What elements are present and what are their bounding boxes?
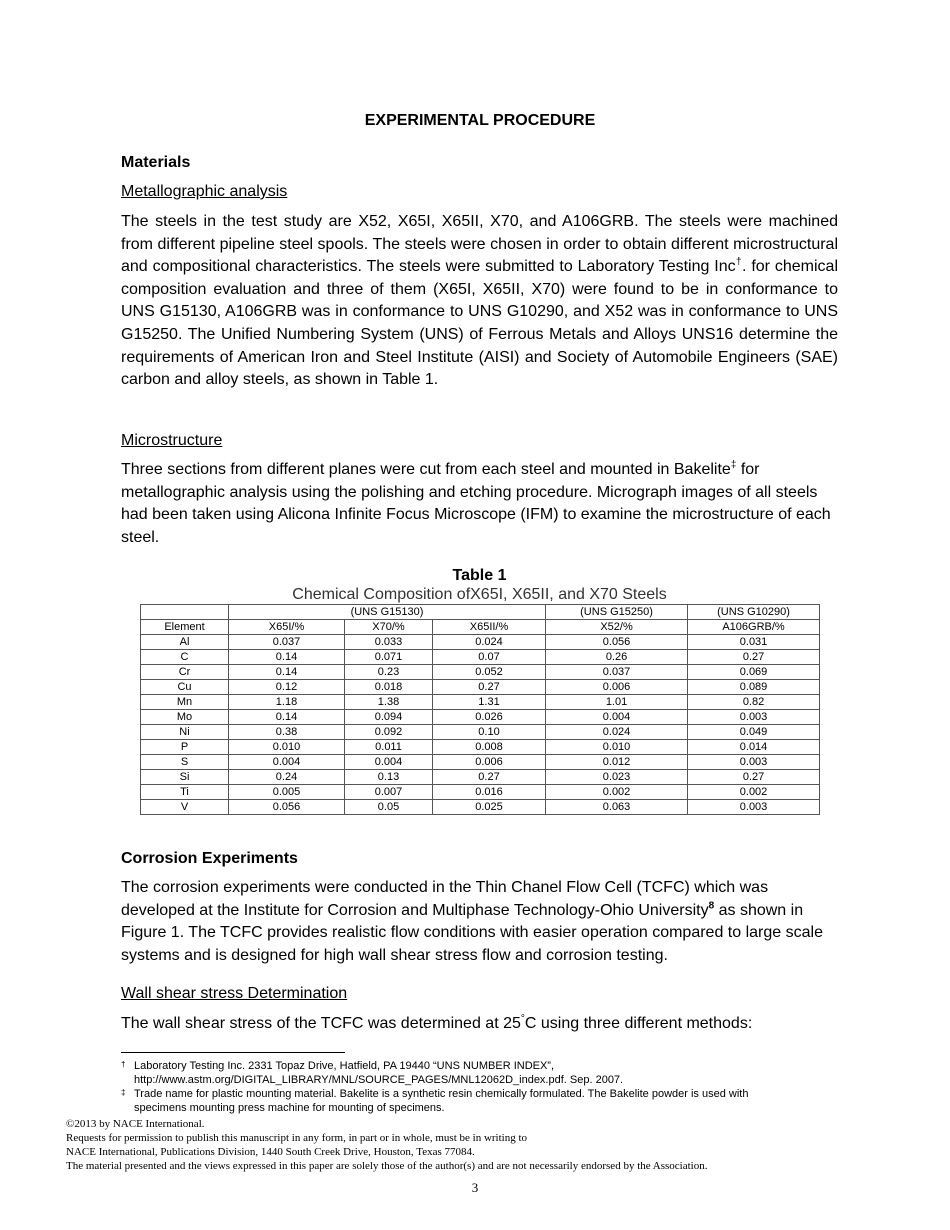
degree-sign: ° bbox=[520, 1013, 525, 1025]
value-cell: 0.023 bbox=[546, 770, 688, 785]
wall-shear-paragraph bbox=[121, 1013, 838, 1036]
value-cell: 0.069 bbox=[688, 665, 820, 680]
materials-heading: Materials bbox=[121, 154, 191, 171]
footnote-symbol: † bbox=[121, 1060, 126, 1069]
value-cell: 0.14 bbox=[229, 710, 345, 725]
value-cell: 0.018 bbox=[345, 680, 433, 695]
element-cell: Al bbox=[141, 635, 229, 650]
section-heading: EXPERIMENTAL PROCEDURE bbox=[364, 112, 596, 129]
table-header-cell: X65I/% bbox=[229, 620, 345, 635]
table-row bbox=[141, 710, 820, 725]
table-row bbox=[141, 680, 820, 695]
corrosion-paragraph bbox=[121, 877, 838, 967]
value-cell: 0.007 bbox=[345, 785, 433, 800]
table-title: Table 1 bbox=[452, 567, 507, 584]
value-cell: 0.003 bbox=[688, 710, 820, 725]
table-row bbox=[141, 635, 820, 650]
dagger-footnote-marker: † bbox=[735, 256, 743, 268]
table-row bbox=[141, 785, 820, 800]
value-cell: 0.82 bbox=[688, 695, 820, 710]
table-header-cell: X70/% bbox=[345, 620, 433, 635]
footnote-line: Laboratory Testing Inc. 2331 Topaz Drive, Hatfield, PA 19440 “UNS NUMBER INDEX”, bbox=[134, 1060, 555, 1072]
address-line: NACE International, Publications Division, 1440 South Creek Drive, Houston, Texas 77084. bbox=[66, 1146, 475, 1158]
value-cell: 0.024 bbox=[433, 635, 546, 650]
disclaimer-line: The material presented and the views expressed in this paper are solely those of the author(s) and are not necessarily endorsed by the Association. bbox=[66, 1160, 708, 1172]
element-cell: P bbox=[141, 740, 229, 755]
value-cell: 0.056 bbox=[546, 635, 688, 650]
paragraph-text: for metallographic analysis using the polishing and etching procedure. Micrograph images of all steels had been taken using Alicona Infinite Focus Microscope (IFM) to examine the microstructure of each steel. bbox=[121, 461, 831, 546]
table-header-cell: X52/% bbox=[546, 620, 688, 635]
ddagger-footnote-marker: ‡ bbox=[730, 459, 737, 471]
footnote-line: specimens mounting press machine for mounting of specimens. bbox=[134, 1101, 445, 1114]
footnote-link[interactable]: http://www.astm.org/DIGITAL_LIBRARY/MNL/SOURCE_PAGES/MNL12062D_index.pdf. Sep. 2007. bbox=[134, 1073, 624, 1086]
value-cell: 0.033 bbox=[345, 635, 433, 650]
element-cell: V bbox=[141, 800, 229, 815]
value-cell: 0.063 bbox=[546, 800, 688, 815]
value-cell: 0.037 bbox=[546, 665, 688, 680]
value-cell: 0.016 bbox=[433, 785, 546, 800]
footnote-ddagger bbox=[121, 1088, 838, 1115]
element-cell: Si bbox=[141, 770, 229, 785]
table-header-cell: X65II/% bbox=[433, 620, 546, 635]
value-cell: 0.004 bbox=[229, 755, 345, 770]
paragraph-text: as shown in Figure 1. The TCFC provides realistic flow conditions with easier operation compared to large scale systems and is designed for high wall shear stress flow and corrosion testing. bbox=[121, 901, 823, 964]
microstructure-paragraph bbox=[121, 459, 838, 549]
value-cell: 0.092 bbox=[345, 725, 433, 740]
table-uns-cell: (UNS G15250) bbox=[546, 605, 688, 620]
value-cell: 0.004 bbox=[345, 755, 433, 770]
value-cell: 0.024 bbox=[546, 725, 688, 740]
value-cell: 1.18 bbox=[229, 695, 345, 710]
value-cell: 0.13 bbox=[345, 770, 433, 785]
table-header-row bbox=[141, 620, 820, 635]
table-row bbox=[141, 665, 820, 680]
reference-marker: 8 bbox=[708, 900, 715, 912]
value-cell: 0.002 bbox=[546, 785, 688, 800]
value-cell: 0.006 bbox=[433, 755, 546, 770]
value-cell: 0.24 bbox=[229, 770, 345, 785]
permission-line: Requests for permission to publish this manuscript in any form, in part or in whole, must be in writing to bbox=[66, 1132, 528, 1144]
value-cell: 0.26 bbox=[546, 650, 688, 665]
table-cell bbox=[141, 605, 229, 620]
metallographic-subheading: Metallographic analysis bbox=[121, 183, 288, 200]
footnote-separator bbox=[121, 1052, 345, 1053]
table-caption: Chemical Composition ofX65I, X65II, and X70 Steels bbox=[292, 586, 667, 603]
value-cell: 0.003 bbox=[688, 755, 820, 770]
wall-shear-subheading: Wall shear stress Determination bbox=[121, 985, 348, 1002]
metallographic-paragraph bbox=[121, 211, 838, 392]
paragraph-text: The wall shear stress of the TCFC was determined at 25 bbox=[121, 1015, 521, 1032]
value-cell: 0.094 bbox=[345, 710, 433, 725]
table-row bbox=[141, 695, 820, 710]
table-body bbox=[141, 635, 820, 815]
value-cell: 0.008 bbox=[433, 740, 546, 755]
footnote-symbol: ‡ bbox=[121, 1088, 126, 1097]
value-cell: 0.025 bbox=[433, 800, 546, 815]
value-cell: 0.23 bbox=[345, 665, 433, 680]
table-uns-cell: (UNS G15130) bbox=[229, 605, 546, 620]
value-cell: 0.27 bbox=[688, 650, 820, 665]
element-cell: Ni bbox=[141, 725, 229, 740]
table-row bbox=[141, 740, 820, 755]
value-cell: 0.14 bbox=[229, 665, 345, 680]
value-cell: 0.014 bbox=[688, 740, 820, 755]
paragraph-text: . for chemical composition evaluation and three of them (X65I, X65II, X70) were found to be in conformance to UNS G15130, A106GRB was in conformance to UNS G10290, and X52 was in conformance to UNS G15250. The Unified Numbering System (UNS) of Ferrous Metals and Alloys UNS16 determine the requirements of American Iron and Steel Institute (AISI) and Society of Automobile Engineers (SAE) carbon and alloy steels, as shown in Table 1. bbox=[121, 258, 838, 389]
table-row bbox=[141, 800, 820, 815]
value-cell: 0.12 bbox=[229, 680, 345, 695]
footnote-line: Trade name for plastic mounting material. Bakelite is a synthetic resin chemically formulated. The Bakelite powder is used with bbox=[134, 1088, 749, 1100]
value-cell: 0.27 bbox=[433, 680, 546, 695]
table-row bbox=[141, 650, 820, 665]
chemical-composition-table bbox=[140, 604, 820, 815]
footnote-dagger bbox=[121, 1060, 838, 1087]
value-cell: 0.27 bbox=[433, 770, 546, 785]
value-cell: 0.031 bbox=[688, 635, 820, 650]
value-cell: 0.037 bbox=[229, 635, 345, 650]
value-cell: 1.01 bbox=[546, 695, 688, 710]
value-cell: 0.052 bbox=[433, 665, 546, 680]
table-uns-row bbox=[141, 605, 820, 620]
element-cell: S bbox=[141, 755, 229, 770]
value-cell: 0.006 bbox=[546, 680, 688, 695]
value-cell: 1.38 bbox=[345, 695, 433, 710]
value-cell: 0.14 bbox=[229, 650, 345, 665]
table-uns-cell: (UNS G10290) bbox=[688, 605, 820, 620]
value-cell: 0.004 bbox=[546, 710, 688, 725]
value-cell: 0.011 bbox=[345, 740, 433, 755]
paragraph-text: Three sections from different planes were cut from each steel and mounted in Bakelite bbox=[121, 461, 731, 478]
value-cell: 0.002 bbox=[688, 785, 820, 800]
value-cell: 0.10 bbox=[433, 725, 546, 740]
microstructure-subheading: Microstructure bbox=[121, 432, 223, 449]
element-cell: Ti bbox=[141, 785, 229, 800]
value-cell: 0.003 bbox=[688, 800, 820, 815]
table-row bbox=[141, 755, 820, 770]
value-cell: 0.010 bbox=[229, 740, 345, 755]
element-cell: C bbox=[141, 650, 229, 665]
paragraph-text: The corrosion experiments were conducted in the Thin Chanel Flow Cell (TCFC) which was developed at the Institute for Corrosion and Multiphase Technology-Ohio University bbox=[121, 879, 769, 919]
value-cell: 0.049 bbox=[688, 725, 820, 740]
table-row bbox=[141, 725, 820, 740]
value-cell: 0.012 bbox=[546, 755, 688, 770]
table-header-cell: Element bbox=[141, 620, 229, 635]
element-cell: Mo bbox=[141, 710, 229, 725]
value-cell: 0.38 bbox=[229, 725, 345, 740]
element-cell: Cu bbox=[141, 680, 229, 695]
value-cell: 0.071 bbox=[345, 650, 433, 665]
copyright-line: ©2013 by NACE International. bbox=[66, 1118, 205, 1130]
value-cell: 0.026 bbox=[433, 710, 546, 725]
paragraph-text: C using three different methods: bbox=[524, 1015, 753, 1032]
value-cell: 0.27 bbox=[688, 770, 820, 785]
value-cell: 0.056 bbox=[229, 800, 345, 815]
value-cell: 0.07 bbox=[433, 650, 546, 665]
value-cell: 0.010 bbox=[546, 740, 688, 755]
corrosion-heading: Corrosion Experiments bbox=[121, 850, 298, 867]
value-cell: 1.31 bbox=[433, 695, 546, 710]
value-cell: 0.005 bbox=[229, 785, 345, 800]
table-header-cell: A106GRB/% bbox=[688, 620, 820, 635]
page-number: 3 bbox=[471, 1180, 479, 1195]
paragraph-text: The steels in the test study are X52, X65I, X65II, X70, and A106GRB. The steels were machined from different pipeline steel spools. The steels were chosen in order to obtain different microstructural and compositional characteristics. The steels were submitted to Laboratory Testing Inc bbox=[121, 213, 838, 276]
element-cell: Cr bbox=[141, 665, 229, 680]
value-cell: 0.05 bbox=[345, 800, 433, 815]
value-cell: 0.089 bbox=[688, 680, 820, 695]
table-row bbox=[141, 770, 820, 785]
element-cell: Mn bbox=[141, 695, 229, 710]
